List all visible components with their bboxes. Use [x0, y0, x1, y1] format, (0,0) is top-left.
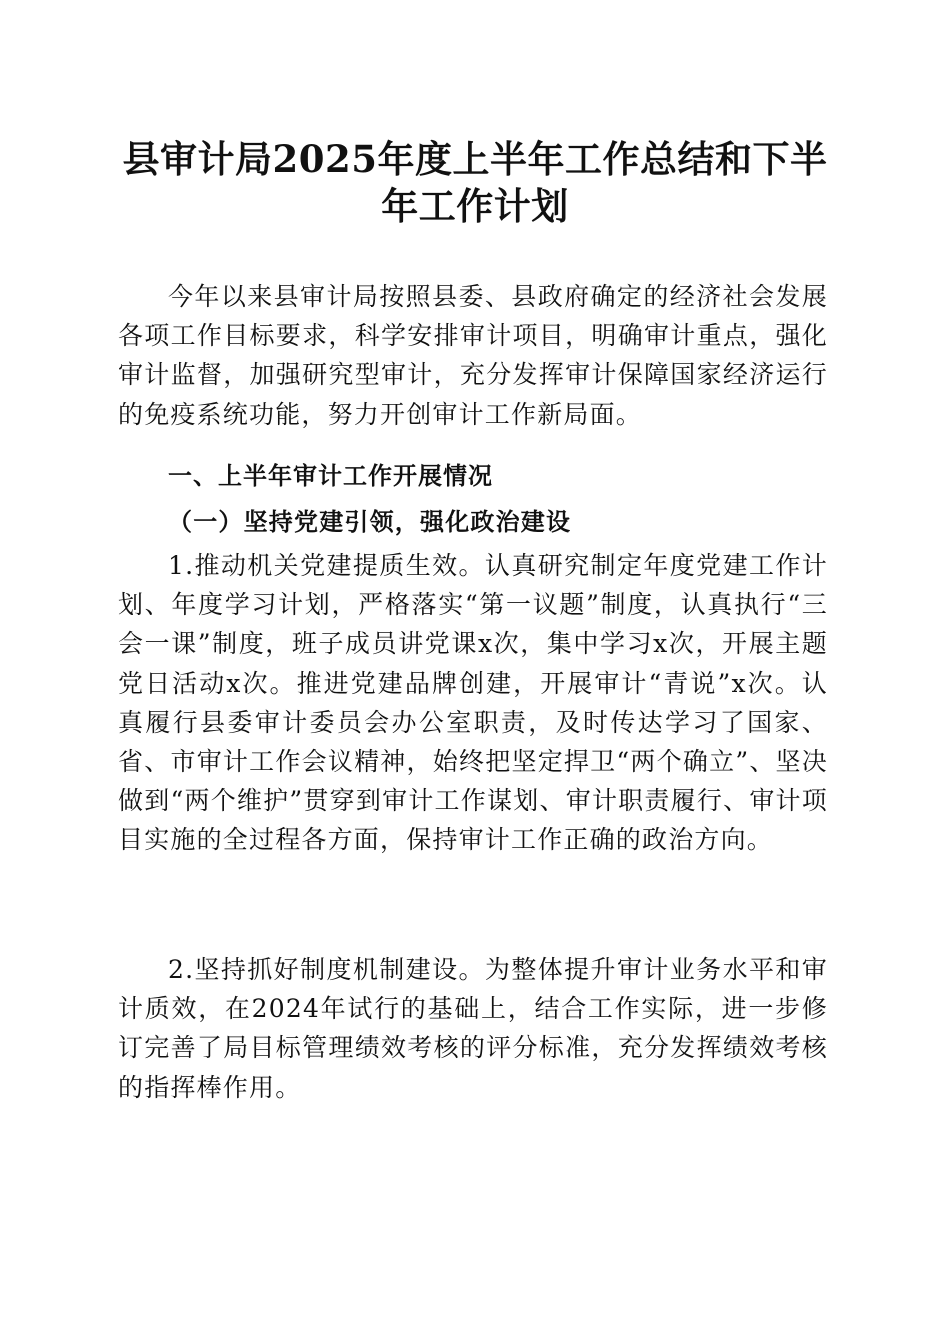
section-heading-1: 一、上半年审计工作开展情况	[168, 462, 493, 490]
document-title: 县审计局2025年度上半年工作总结和下半年工作计划	[122, 137, 828, 228]
item-paragraph-2: 2.坚持抓好制度机制建设。为整体提升审计业务水平和审计质效，在2024年试行的基础上，结合工作实际，进一步修订完善了局目标管理绩效考核的评分标准，充分发挥绩效考核的指挥棒作用。	[118, 955, 828, 1102]
item-paragraph-1: 1.推动机关党建提质生效。认真研究制定年度党建工作计划、年度学习计划，严格落实“第一议题”制度，认真执行“三会一课”制度，班子成员讲党课x次，集中学习x次，开展主题党日活动x次。推进党建品牌创建，开展审计“青说”x次。认真履行县委审计委员会办公室职责，及时传达学习了国家、省、市审计工作会议精神，始终把坚定捍卫“两个确立”、坚决做到“两个维护”贯穿到审计工作谋划、审计职责履行、审计项目实施的全过程各方面，保持审计工作正确的政治方向。	[118, 551, 828, 855]
intro-paragraph: 今年以来县审计局按照县委、县政府确定的经济社会发展各项工作目标要求，科学安排审计项目，明确审计重点，强化审计监督，加强研究型审计，充分发挥审计保障国家经济运行的免疫系统功能，努力开创审计工作新局面。	[118, 282, 828, 429]
subsection-heading-1: （一）坚持党建引领，强化政治建设	[168, 507, 572, 536]
